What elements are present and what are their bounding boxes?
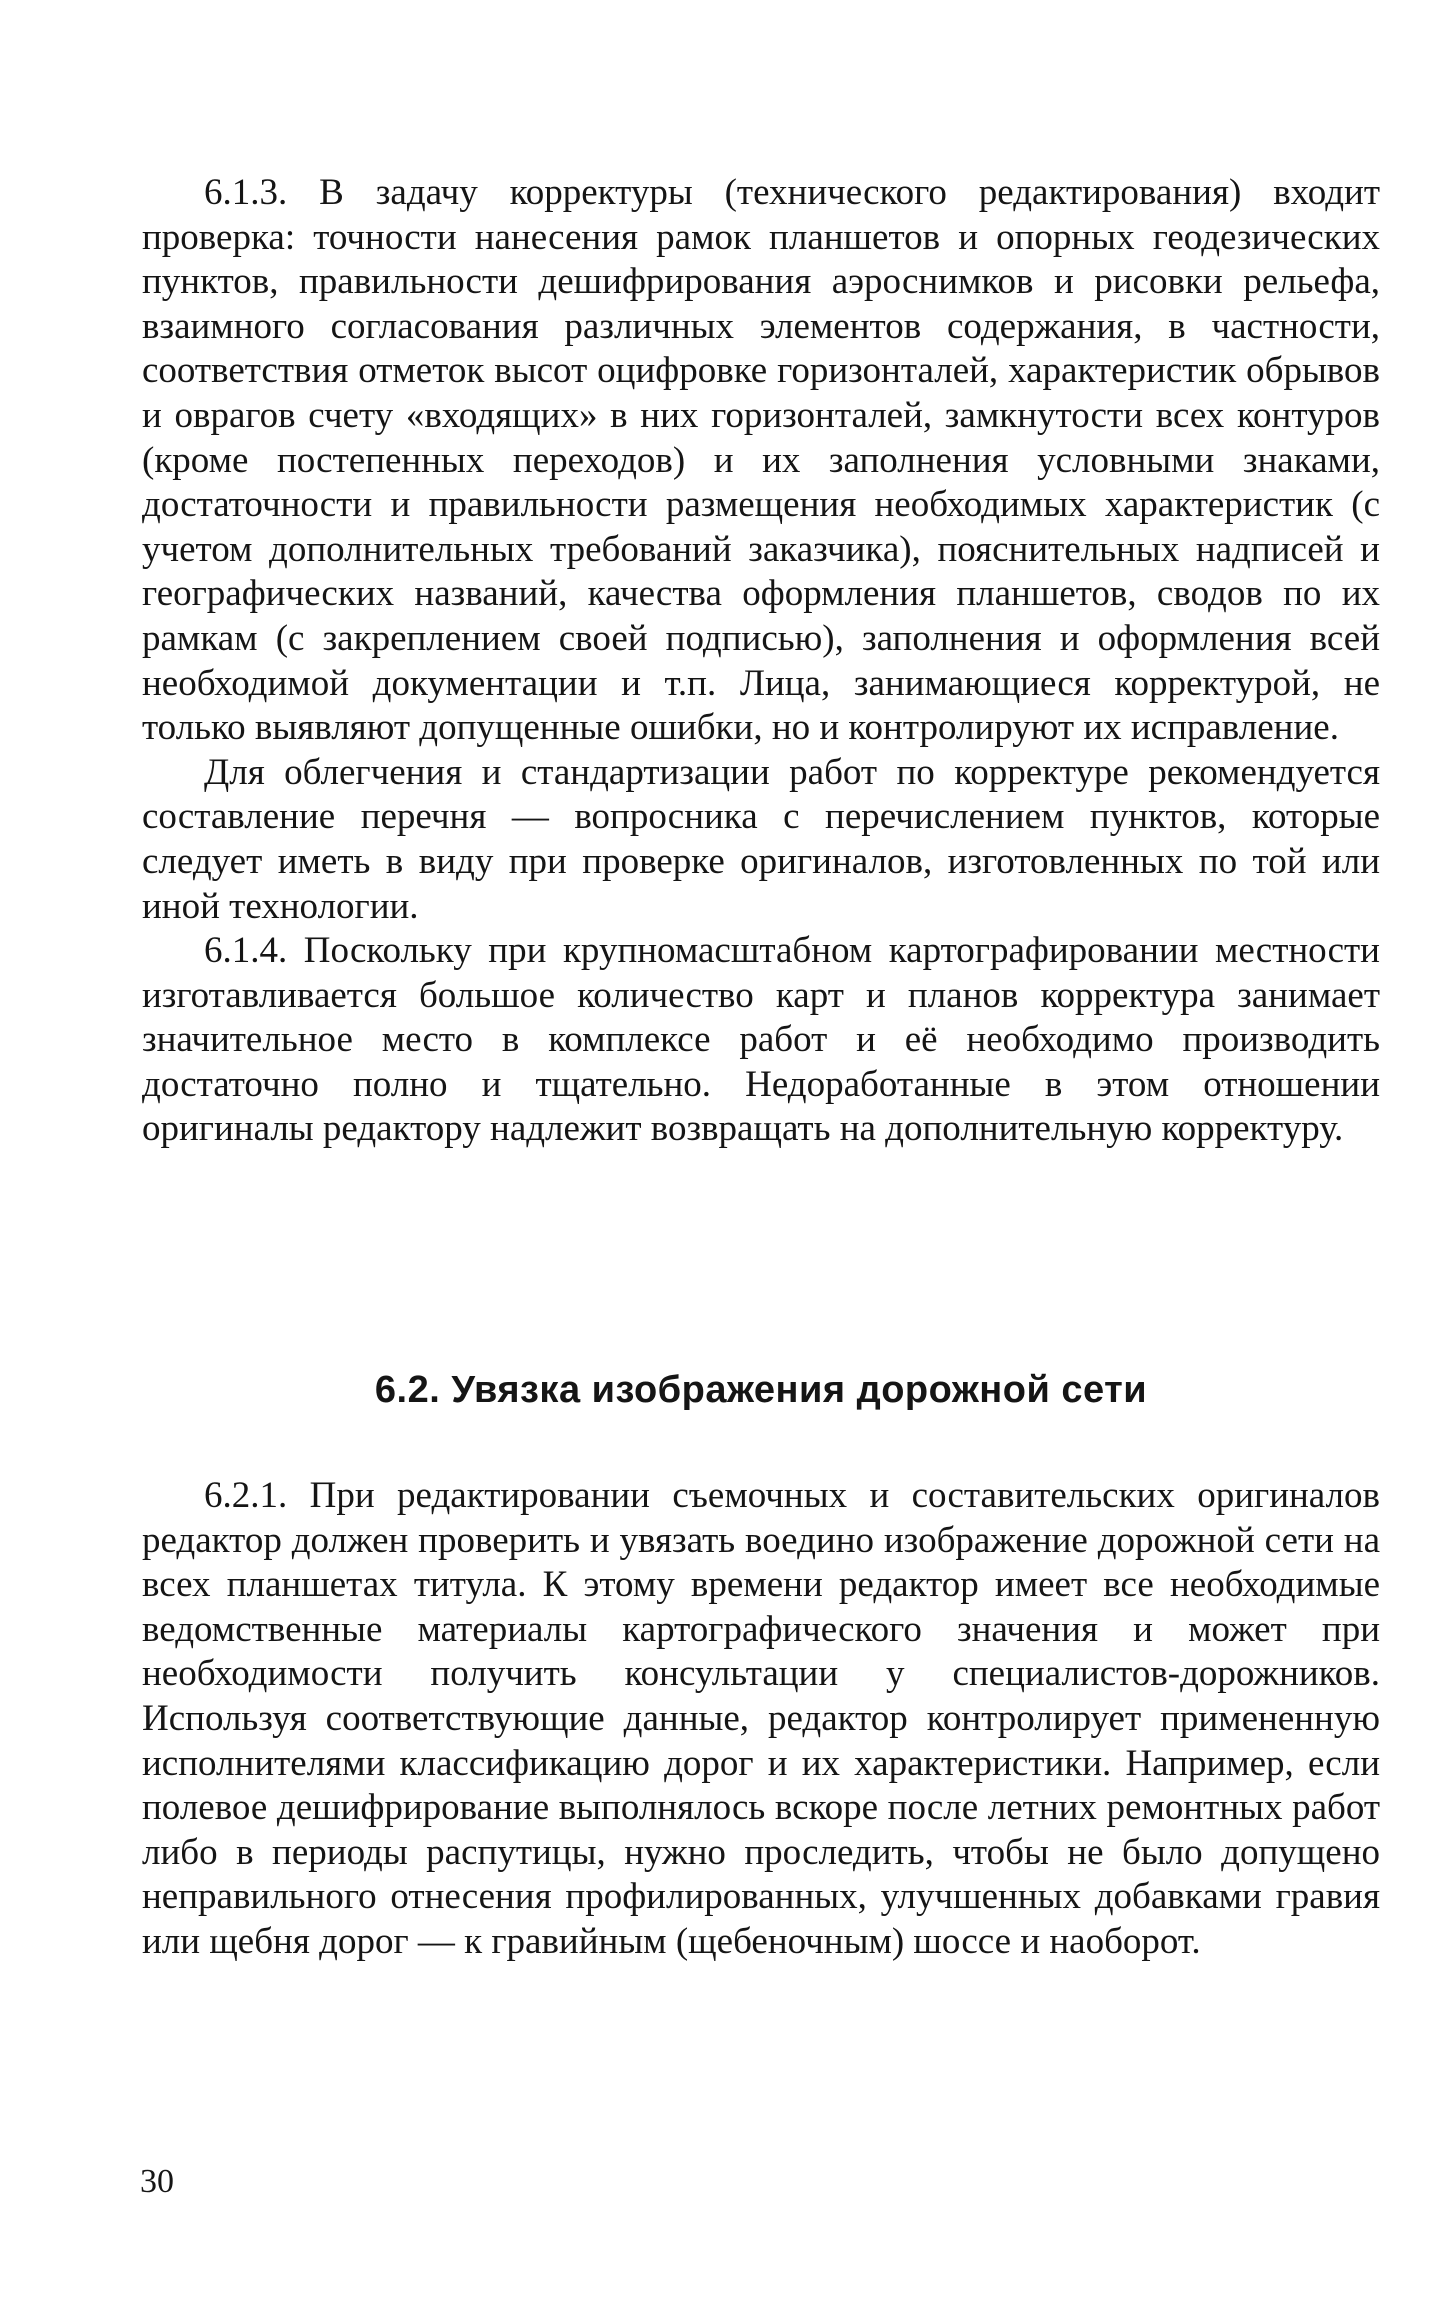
body-text-bottom — [142, 1474, 1380, 1965]
paragraph-6-2-1: 6.2.1. При редактировании съемочных и составительских оригиналов редактор должен проверить и увязать воедино изображение дорожной сети на всех планшетах титула. К этому времени редактор имеет все необходимые ведомственные материалы картографического значения и может при необходимости получить консультации у специалистов-дорожников. Используя соответствующие данные, редактор контролирует примененную исполнителями классификацию дорог и их характеристики. Например, если полевое дешифрирование выполнялось вскоре после летних ремонтных работ либо в периоды распутицы, нужно проследить, чтобы не было допущено неправильного отнесения профилированных, улучшенных добавками гравия или щебня дорог — к гравийным (щебеночным) шоссе и наоборот. — [142, 1475, 1380, 1962]
paragraph-6-1-3: 6.1.3. В задачу корректуры (технического редактирования) входит проверка: точности нанесения рамок планшетов и опорных геодезических пунктов, правильности дешифрирования аэроснимков и рисовки рельефа, взаимного согласования различных элементов содержания, в частности, соответствия отметок высот оцифровке горизонталей, характеристик обрывов и оврагов счету «входящих» в них горизонталей, замкнутости всех контуров (кроме постепенных переходов) и их заполнения условными знаками, достаточности и правильности размещения необходимых характеристик (с учетом дополнительных требований заказчика), пояснительных надписей и географических названий, качества оформления планшетов, сводов по их рамкам (с закреплением своей подписью), заполнения и оформления всей необходимой документации и т.п. Лица, занимающиеся корректурой, не только выявляют допущенные ошибки, но и контролируют их исправление. — [142, 172, 1380, 749]
section-heading: 6.2. Увязка изображения дорожной сети — [374, 1369, 1148, 1411]
body-text-top — [142, 171, 1380, 1152]
paragraph-checklist: Для облегчения и стандартизации работ по корректуре рекомендуется составление перечня — вопросника с перечислением пунктов, которые следует иметь в виду при проверке оригиналов, изготовленных по той или иной технологии. — [142, 751, 1380, 927]
paragraph-6-1-4: 6.1.4. Поскольку при крупномасштабном картографировании местности изготавливается большое количество карт и планов корректура занимает значительное место в комплексе работ и её необходимо производить достаточно полно и тщательно. Недоработанные в этом отношении оригиналы редактору надлежит возвращать на дополнительную корректуру. — [142, 930, 1380, 1150]
page-number: 30 — [140, 2163, 174, 2200]
